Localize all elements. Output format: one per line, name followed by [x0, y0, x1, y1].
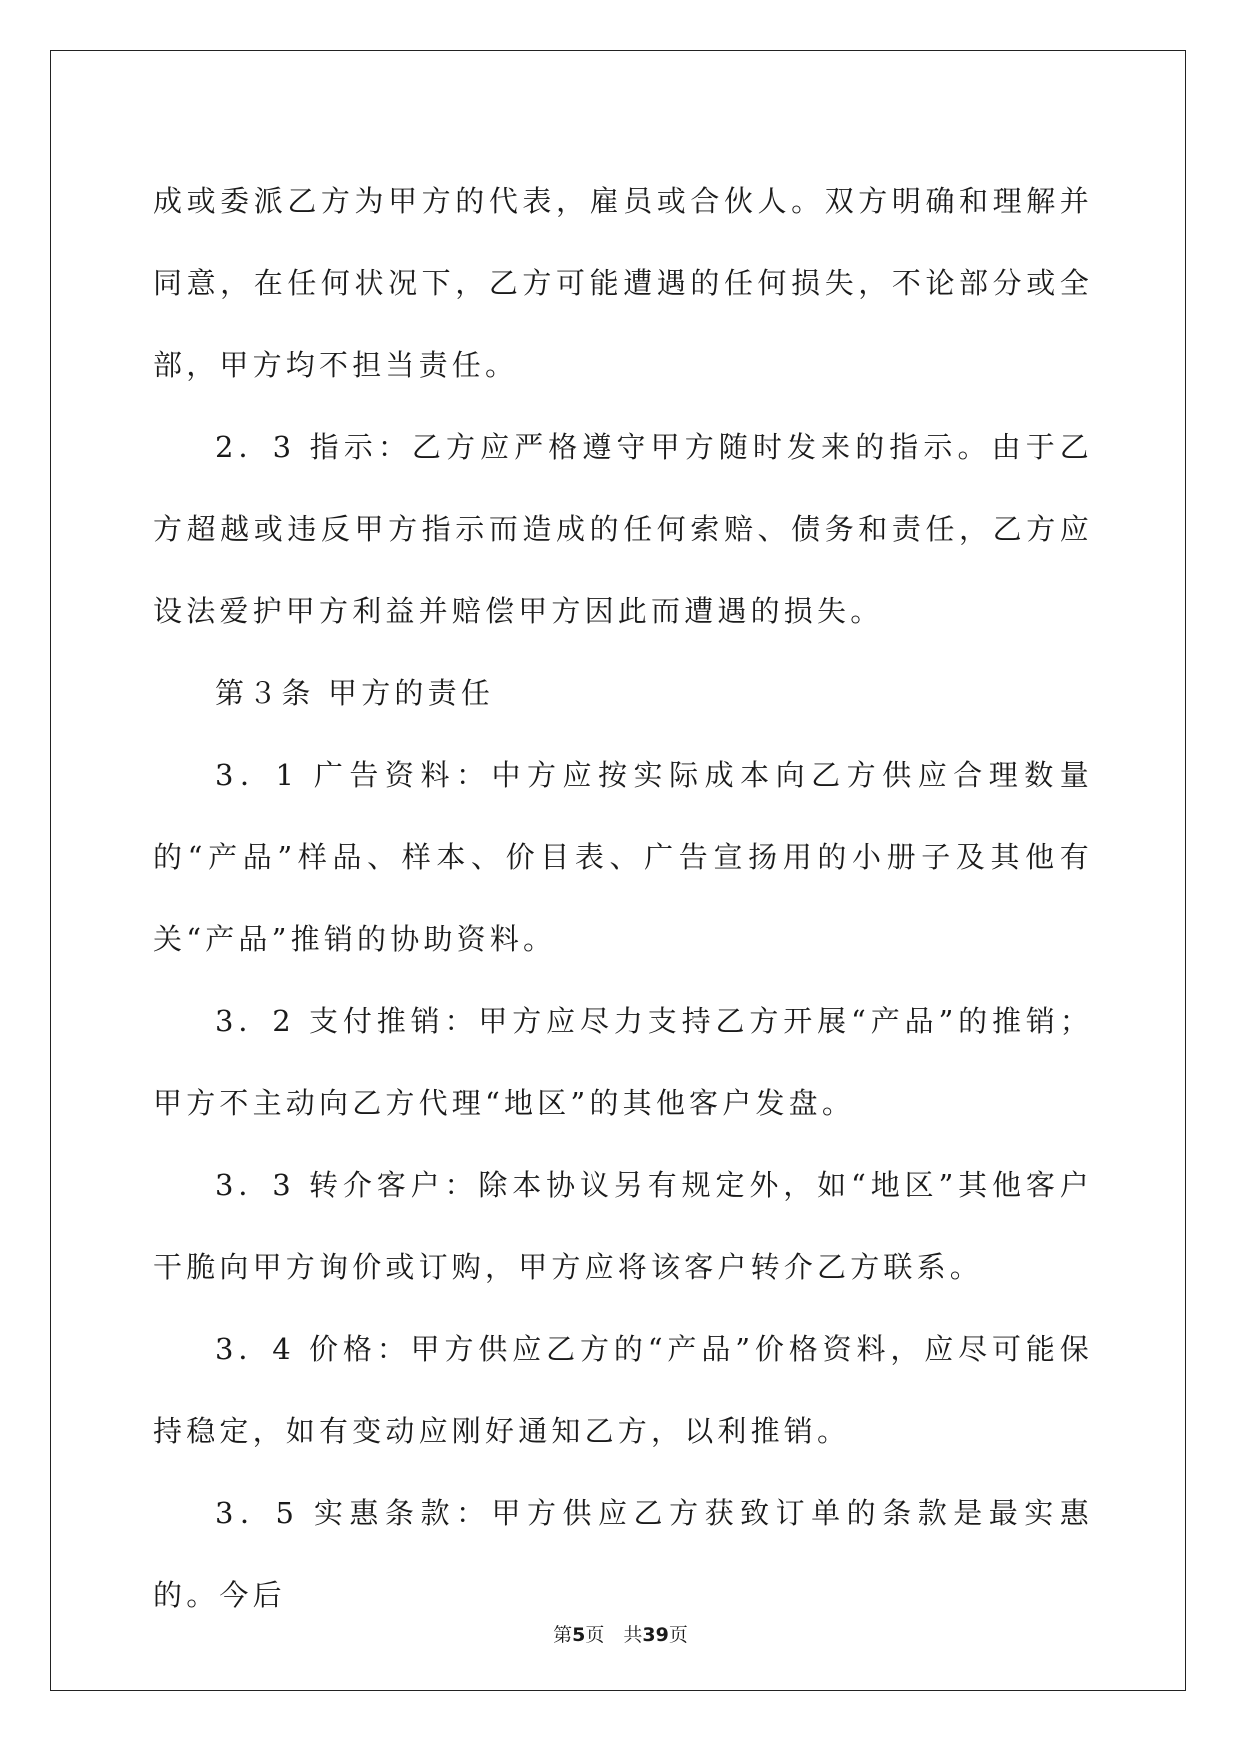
footer-prefix: 第 — [553, 1624, 573, 1646]
paragraph: 3．1 广告资料：中方应按实际成本向乙方供应合理数量的“产品”样品、样本、价目表、广告宣扬用的小册子及其他有关“产品”推销的协助资料。 — [153, 758, 1093, 956]
paragraph: 2．3 指示：乙方应严格遵守甲方随时发来的指示。由于乙方超越或违反甲方指示而造成的任何索赔、债务和责任，乙方应设法爱护甲方利益并赔偿甲方因此而遭遇的损失。 — [153, 430, 1093, 628]
paragraph: 3．2 支付推销：甲方应尽力支持乙方开展“产品”的推销；甲方不主动向乙方代理“地区”的其他客户发盘。 — [153, 1004, 1093, 1120]
page-footer — [0, 1620, 1241, 1647]
paragraph: 3．3 转介客户：除本协议另有规定外，如“地区”其他客户干脆向甲方询价或订购，甲方应将该客户转介乙方联系。 — [153, 1168, 1093, 1284]
paragraph: 3．5 实惠条款：甲方供应乙方获致订单的条款是最实惠的。今后 — [153, 1496, 1093, 1612]
paragraph: 3．4 价格：甲方供应乙方的“产品”价格资料，应尽可能保持稳定，如有变动应刚好通知乙方，以利推销。 — [153, 1332, 1093, 1448]
paragraph: 成或委派乙方为甲方的代表，雇员或合伙人。双方明确和理解并同意，在任何状况下，乙方可能遭遇的任何损失，不论部分或全部，甲方均不担当责任。 — [153, 184, 1093, 382]
footer-mid: 页 共 — [585, 1624, 643, 1646]
total-pages: 39 — [642, 1624, 669, 1646]
footer-suffix: 页 — [668, 1624, 688, 1646]
document-body — [153, 160, 1093, 1636]
page-number: 5 — [572, 1624, 586, 1646]
section-heading: 第３条 甲方的责任 — [215, 676, 495, 710]
